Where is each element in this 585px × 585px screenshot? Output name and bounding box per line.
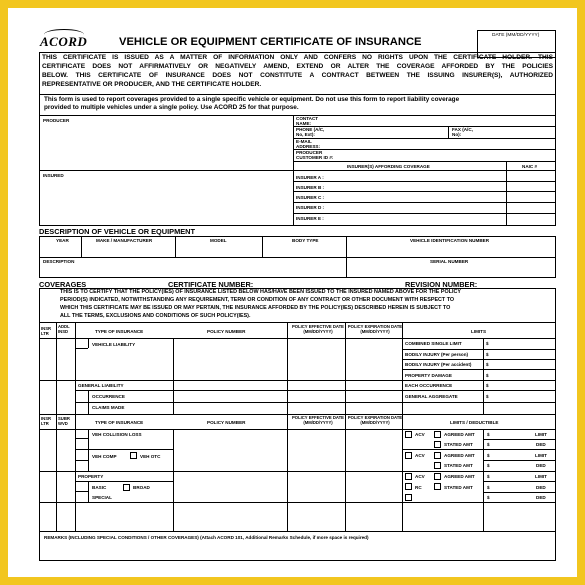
exp-date-header-2: POLICY EXPIRATION DATE (MM/DD/YYYY) xyxy=(347,415,403,425)
notice-line-4: REPRESENTATIVE OR PRODUCER, AND THE CERTIFICATE HOLDER. xyxy=(42,81,262,88)
date-label: DATE (MM/DD/YYYY) xyxy=(492,33,540,38)
certify-line-3: WHICH THIS CERTIFICATE MAY BE ISSUED OR MAY PERTAIN, THE INSURANCE AFFORDED BY THE POLICY(IES) DESCRIBED HEREIN IS SUBJECT TO xyxy=(60,305,451,311)
basic-label: BASIC xyxy=(92,485,107,490)
bodily-injury-accident-label: BODILY INJURY (Per accident) xyxy=(405,362,472,367)
insured-label: INSURED xyxy=(43,173,64,178)
serial-number-label: SERIAL NUMBER xyxy=(430,259,469,264)
naic-label: NAIC # xyxy=(522,164,538,169)
acv-label-3: ACV xyxy=(415,474,425,479)
eff-date-header: POLICY EFFECTIVE DATE (MM/DD/YYYY) xyxy=(292,324,344,334)
producer-label: PRODUCER xyxy=(43,118,70,123)
agreed-amt-checkbox-2[interactable] xyxy=(434,452,441,459)
body-type-label: BODY TYPE xyxy=(292,238,319,243)
acv-label-2: ACV xyxy=(415,453,425,458)
veh-otc-checkbox[interactable] xyxy=(130,452,137,459)
dollar-comp-limit: $ xyxy=(487,453,490,458)
general-liability-label: GENERAL LIABILITY xyxy=(78,383,124,388)
stated-amt-checkbox-3[interactable] xyxy=(434,483,441,490)
dollar-coll-limit: $ xyxy=(487,432,490,437)
broad-label: BROAD xyxy=(133,485,150,490)
usage-line-1: This form is used to report coverages provided to a single specific vehicle or equipment. Do not use this form to report liability coverage xyxy=(44,96,460,103)
agreed-amt-label-1: AGREED AMT xyxy=(444,432,475,437)
certify-line-2: PERIOD(S) INDICATED, NOTWITHSTANDING ANY REQUIREMENT, TERM OR CONDITION OF ANY CONTRACT OR OTHER DOCUMENT WITH RESPECT TO xyxy=(60,297,455,303)
form-title: VEHICLE OR EQUIPMENT CERTIFICATE OF INSURANCE xyxy=(119,36,422,48)
prop-extra-checkbox[interactable] xyxy=(405,494,412,501)
vehicle-section-title: DESCRIPTION OF VEHICLE OR EQUIPMENT xyxy=(39,227,196,236)
eff-date-header-2: POLICY EFFECTIVE DATE (MM/DD/YYYY) xyxy=(292,415,344,425)
limit-label-3: LIMIT xyxy=(535,474,547,479)
stated-amt-label-1: STATED AMT xyxy=(444,442,473,447)
agreed-amt-label-2: AGREED AMT xyxy=(444,453,475,458)
dollar-prop-3: $ xyxy=(487,495,490,500)
subr-wvd-header: SUBR WVD xyxy=(58,416,70,426)
dollar-gen-agg: $ xyxy=(486,394,489,399)
bodily-injury-person-label: BODILY INJURY (Per person) xyxy=(405,352,469,357)
stated-amt-label-2: STATED AMT xyxy=(444,463,473,468)
dollar-pd: $ xyxy=(486,373,489,378)
dollar-comp-ded: $ xyxy=(487,463,490,468)
dollar-prop-2: $ xyxy=(487,485,490,490)
remarks-label: REMARKS (INCLUDING SPECIAL CONDITIONS / OTHER COVERAGES) (Attach ACORD 101, Additional Remarks Schedule, if more space is required) xyxy=(44,535,369,540)
dollar-bi-person: $ xyxy=(486,352,489,357)
limits-deductible-header: LIMITS / DEDUCTIBLE xyxy=(450,420,499,425)
contact-name-label: CONTACT NAME: xyxy=(296,116,319,126)
special-label: SPECIAL xyxy=(92,495,112,500)
model-label: MODEL xyxy=(210,238,227,243)
dollar-coll-ded: $ xyxy=(487,442,490,447)
fax-label: FAX (A/C, No): xyxy=(452,127,473,137)
each-occurrence-label: EACH OCCURRENCE xyxy=(405,383,453,388)
broad-checkbox[interactable] xyxy=(123,484,130,491)
limit-label-2: LIMIT xyxy=(535,453,547,458)
acv-checkbox-2[interactable] xyxy=(405,452,412,459)
producer-id-label: PRODUCER CUSTOMER ID #: xyxy=(296,150,334,160)
property-damage-label: PROPERTY DAMAGE xyxy=(405,373,452,378)
year-label: YEAR xyxy=(56,238,69,243)
ded-label-1: DED xyxy=(536,442,546,447)
type-of-insurance-header-2: TYPE OF INSURANCE xyxy=(95,420,144,425)
veh-collision-label: VEH COLLISION LOSS xyxy=(92,432,142,437)
dollar-each-occ: $ xyxy=(486,383,489,388)
revision-number-label: REVISION NUMBER: xyxy=(405,280,478,289)
acv-checkbox-1[interactable] xyxy=(405,431,412,438)
certificate-sheet xyxy=(8,8,577,577)
dollar-bi-accident: $ xyxy=(486,362,489,367)
usage-line-2: provided to multiple vehicles under a single policy. Use ACORD 25 for that purpose. xyxy=(44,104,299,111)
insr-ltr-header-2: INSR LTR xyxy=(41,416,52,426)
property-label: PROPERTY xyxy=(78,474,104,479)
insurer-a-label: INSURER A : xyxy=(296,175,324,180)
stated-amt-checkbox-2[interactable] xyxy=(434,462,441,469)
vin-label: VEHICLE IDENTIFICATION NUMBER xyxy=(410,238,490,243)
policy-number-header-2: POLICY NUMBER xyxy=(207,420,246,425)
type-of-insurance-header: TYPE OF INSURANCE xyxy=(95,329,144,334)
insurer-c-label: INSURER C : xyxy=(296,195,325,200)
coverages-title: COVERAGES xyxy=(39,280,87,289)
limit-label-1: LIMIT xyxy=(535,432,547,437)
veh-comp-label: VEH COMP xyxy=(92,454,117,459)
stated-amt-label-3: STATED AMT xyxy=(444,485,473,490)
certificate-number-label: CERTIFICATE NUMBER: xyxy=(168,280,254,289)
insurer-b-label: INSURER B : xyxy=(296,185,325,190)
combined-single-limit-label: COMBINED SINGLE LIMIT xyxy=(405,341,462,346)
make-label: MAKE / MANUFACTURER xyxy=(96,238,153,243)
ded-label-4: DED xyxy=(536,495,546,500)
certify-line-4: ALL THE TERMS, EXCLUSIONS AND CONDITIONS OF SUCH POLICY(IES). xyxy=(60,313,251,319)
ded-label-3: DED xyxy=(536,485,546,490)
acord-logo: ACORD xyxy=(40,34,88,49)
general-aggregate-label: GENERAL AGGREGATE xyxy=(405,394,458,399)
rc-checkbox[interactable] xyxy=(405,483,412,490)
agreed-amt-label-3: AGREED AMT xyxy=(444,474,475,479)
veh-otc-label: VEH OTC xyxy=(140,454,161,459)
dollar-prop-1: $ xyxy=(487,474,490,479)
policy-number-header: POLICY NUMBER xyxy=(207,329,246,334)
rc-label: RC xyxy=(415,485,422,490)
addl-insd-header: ADDL INSD xyxy=(58,324,70,334)
exp-date-header: POLICY EXPIRATION DATE (MM/DD/YYYY) xyxy=(347,324,403,334)
agreed-amt-checkbox-1[interactable] xyxy=(434,431,441,438)
acv-label-1: ACV xyxy=(415,432,425,437)
email-label: E-MAIL ADDRESS: xyxy=(296,139,320,149)
acv-checkbox-3[interactable] xyxy=(405,473,412,480)
claims-made-label: CLAIMS MADE xyxy=(92,405,125,410)
description-label: DESCRIPTION xyxy=(43,259,75,264)
insurer-d-label: INSURER D : xyxy=(296,205,325,210)
insurer-e-label: INSURER E : xyxy=(296,216,324,221)
notice-line-3: BELOW. THIS CERTIFICATE OF INSURANCE DOES NOT CONSTITUTE A CONTRACT BETWEEN THE ISSUING INSURER(S), AUTHORIZED xyxy=(42,72,553,79)
limits-header: LIMITS xyxy=(471,329,487,334)
ded-label-2: DED xyxy=(536,463,546,468)
occurrence-label: OCCURRENCE xyxy=(92,394,125,399)
acord-logo-arc xyxy=(44,29,84,40)
insurers-affording-label: INSURER(S) AFFORDING COVERAGE xyxy=(347,164,430,169)
dollar-csl: $ xyxy=(486,341,489,346)
certify-line-1: THIS IS TO CERTIFY THAT THE POLICY(IES) OF INSURANCE LISTED BELOW HAS/HAVE BEEN ISSUED TO THE INSURED NAMED ABOVE FOR THE POLICY xyxy=(60,289,461,295)
insr-ltr-header: INSR LTR xyxy=(41,326,52,336)
agreed-amt-checkbox-3[interactable] xyxy=(434,473,441,480)
stated-amt-checkbox-1[interactable] xyxy=(434,441,441,448)
notice-line-2: CERTIFICATE DOES NOT AFFIRMATIVELY OR NEGATIVELY AMEND, EXTEND OR ALTER THE COVERAGE AFFORDED BY THE POLICIES xyxy=(42,63,553,70)
phone-label: PHONE (A/C, No, Ext): xyxy=(296,127,325,137)
vehicle-liability-label: VEHICLE LIABILITY xyxy=(92,342,136,347)
notice-line-1: THIS CERTIFICATE IS ISSUED AS A MATTER OF INFORMATION ONLY AND CONFERS NO RIGHTS UPON THE CERTIFICATE HOLDER. THIS xyxy=(42,54,553,61)
